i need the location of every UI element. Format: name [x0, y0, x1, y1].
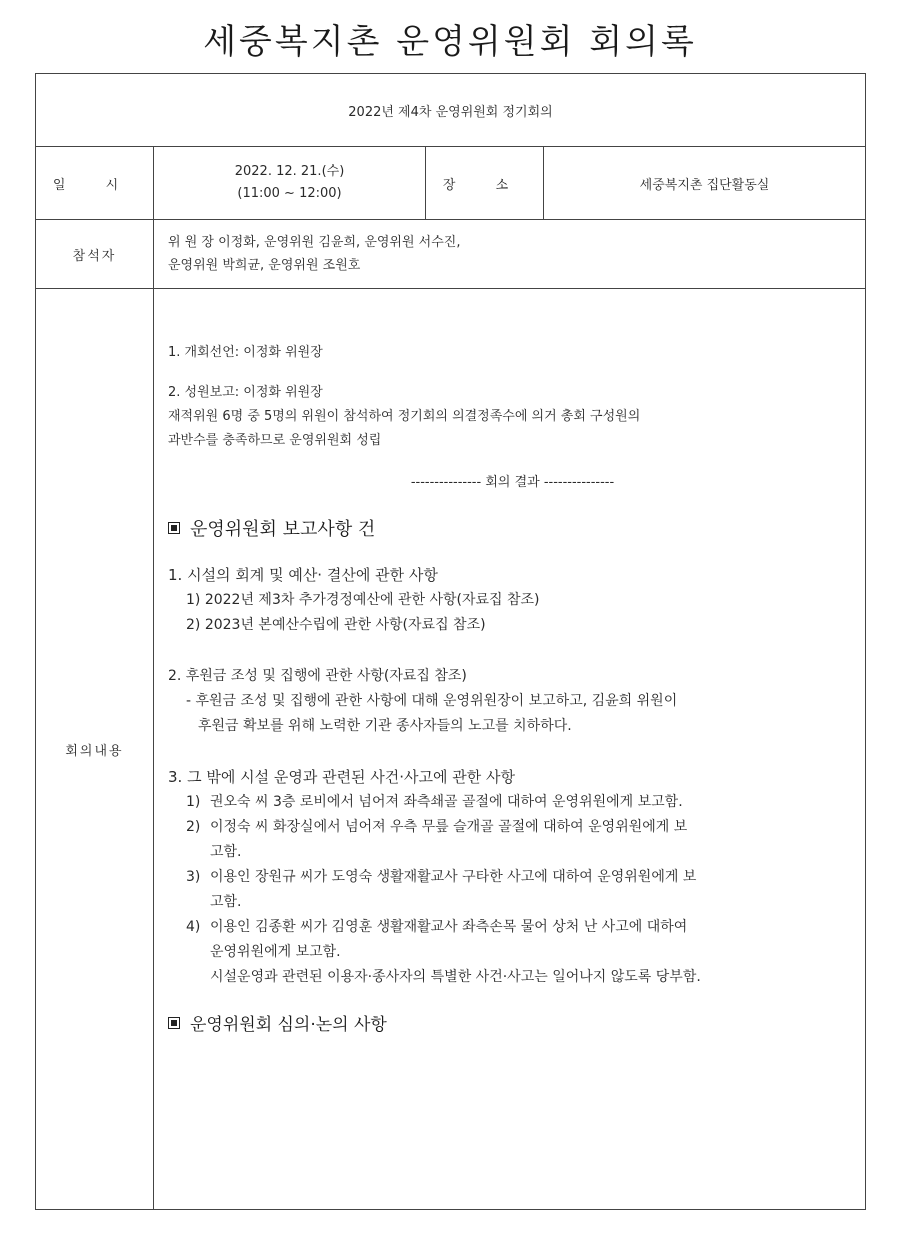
attendees-line: 운영위원 박희균, 운영위원 조원호	[168, 258, 361, 273]
section-review-title	[168, 1012, 857, 1038]
place-value: 세중복지촌 집단활동실	[544, 147, 866, 220]
meeting-time: (11:00 ~ 12:00)	[237, 186, 342, 201]
incident-number: 4)	[186, 919, 201, 935]
datetime-value	[154, 147, 426, 220]
attendees-value	[154, 220, 866, 289]
incident-number: 2)	[186, 819, 201, 835]
quorum-text: 과반수를 충족하므로 운영위원회 성립	[168, 433, 382, 448]
meeting-content	[154, 289, 866, 1210]
incident-item	[168, 865, 857, 915]
incident-text: 이용인 장원규 씨가 도영숙 생활재활교사 구타한 사고에 대하여 운영위원에게 보 고함.	[210, 869, 697, 910]
incident-text: 이정숙 씨 화장실에서 넘어져 우측 무릎 슬개골 골절에 대하여 운영위원에게 보 고함.	[210, 819, 688, 860]
datetime-label: 일 시	[36, 147, 154, 220]
attendees-label: 참석자	[36, 220, 154, 289]
quorum-title: 2. 성원보고: 이정화 위원장	[168, 385, 323, 400]
section-review-label: 운영위원회 심의·논의 사항	[190, 1015, 387, 1035]
place-label: 장 소	[426, 147, 544, 220]
filled-square-icon	[168, 1017, 180, 1029]
section-report-label: 운영위원회 보고사항 건	[190, 519, 376, 540]
attendees-line: 위 원 장 이정화, 운영위원 김윤희, 운영위원 서수진,	[168, 235, 461, 250]
quorum-text: 재적위원 6명 중 5명의 위원이 참석하여 정기회의 의결정족수에 의거 총회 구성원의	[168, 409, 641, 424]
filled-square-icon	[168, 522, 180, 534]
incident-item	[168, 815, 857, 865]
agenda-detail: - 후원금 조성 및 집행에 관한 사항에 대해 운영위원장이 보고하고, 김윤희 위원이	[186, 693, 678, 709]
agenda-subitem: 1) 2022년 제3차 추가경정예산에 관한 사항(자료집 참조)	[186, 592, 540, 608]
opening-declaration: 1. 개회선언: 이정화 위원장	[168, 345, 323, 360]
results-divider: --------------- 회의 결과 ---------------	[410, 475, 615, 490]
incident-number: 1)	[186, 794, 201, 810]
incident-number: 3)	[186, 869, 201, 885]
agenda-item-title: 1. 시설의 회계 및 예산· 결산에 관한 사항	[168, 566, 438, 584]
agenda-subitem: 2) 2023년 본예산수립에 관한 사항(자료집 참조)	[186, 617, 486, 633]
content-label: 회의내용	[36, 289, 154, 1210]
incident-text: 권오숙 씨 3층 로비에서 넘어져 좌측쇄골 골절에 대하여 운영위원에게 보고함.	[210, 794, 683, 810]
incident-item	[168, 790, 857, 815]
minutes-table	[35, 73, 866, 1210]
agenda-item-title: 2. 후원금 조성 및 집행에 관한 사항(자료집 참조)	[168, 668, 467, 684]
incident-note: 시설운영과 관련된 이용자·종사자의 특별한 사건·사고는 일어나지 않도록 당부함.	[210, 969, 701, 985]
agenda-item-title: 3. 그 밖에 시설 운영과 관련된 사건·사고에 관한 사항	[168, 768, 516, 786]
document-title: 세중복지촌 운영위원회 회의록	[203, 22, 697, 62]
agenda-detail: 후원금 확보를 위해 노력한 기관 종사자들의 노고를 치하하다.	[198, 718, 572, 734]
meeting-name: 2022년 제4차 운영위원회 정기회의	[36, 74, 866, 147]
section-report-title	[168, 517, 857, 543]
meeting-date: 2022. 12. 21.(수)	[234, 164, 345, 179]
incident-text: 이용인 김종환 씨가 김영훈 생활재활교사 좌측손목 물어 상처 난 사고에 대하여 운영위원에게 보고함.	[210, 919, 688, 960]
incident-item	[168, 915, 857, 965]
